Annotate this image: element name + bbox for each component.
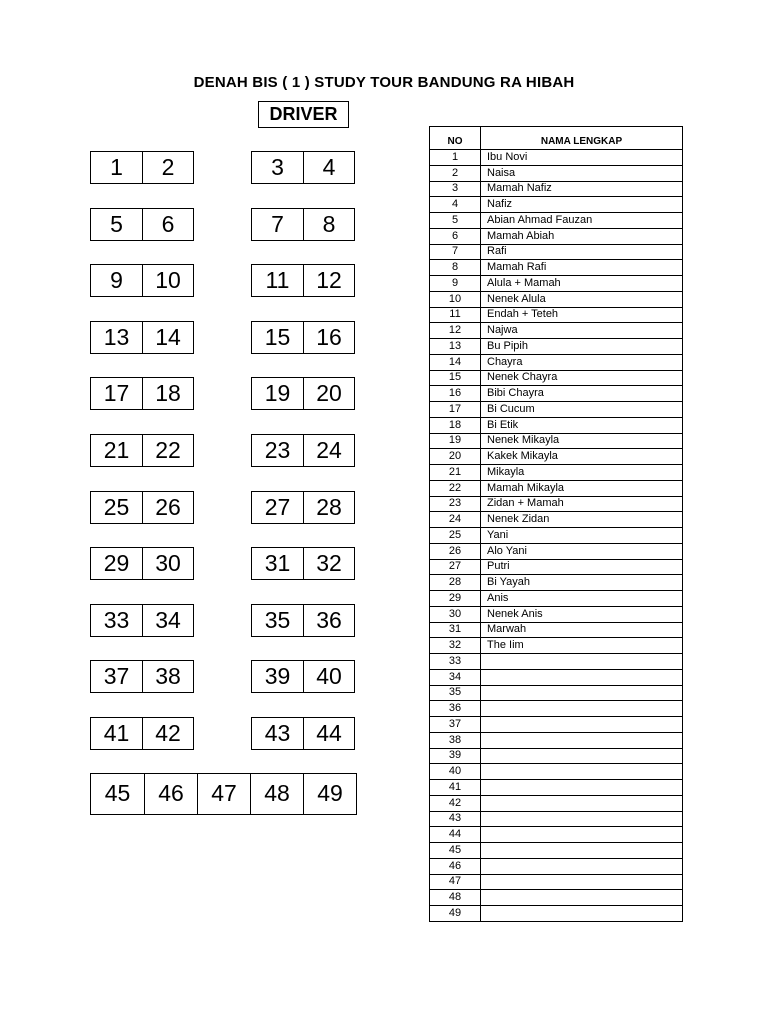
passenger-name: Mamah Abiah — [481, 228, 683, 244]
row-number: 21 — [430, 465, 481, 481]
row-number: 9 — [430, 276, 481, 292]
seat-pair-left — [90, 321, 194, 354]
row-number: 32 — [430, 638, 481, 654]
passenger-name: Nafiz — [481, 197, 683, 213]
passenger-name: Bi Yayah — [481, 575, 683, 591]
table-row — [430, 685, 683, 701]
passenger-name: Nenek Mikayla — [481, 433, 683, 449]
row-number: 39 — [430, 748, 481, 764]
passenger-name — [481, 748, 683, 764]
row-number: 49 — [430, 906, 481, 922]
passenger-name — [481, 717, 683, 733]
row-number: 48 — [430, 890, 481, 906]
row-number: 40 — [430, 764, 481, 780]
seat-number: 31 — [264, 550, 291, 576]
seat-pair-right — [251, 547, 355, 580]
table-row — [430, 465, 683, 481]
table-row — [430, 276, 683, 292]
row-number: 22 — [430, 480, 481, 496]
row-number: 38 — [430, 732, 481, 748]
seat-number: 10 — [142, 265, 193, 296]
seat-number: 18 — [142, 378, 193, 409]
back-row-seats — [90, 773, 357, 815]
table-row — [430, 244, 683, 260]
seat-pair-right — [251, 717, 355, 750]
seat-number: 45 — [104, 780, 131, 806]
passenger-name — [481, 874, 683, 890]
passenger-name — [481, 780, 683, 796]
row-number: 14 — [430, 354, 481, 370]
seat-number: 32 — [303, 548, 354, 579]
table-row — [430, 606, 683, 622]
table-row — [430, 795, 683, 811]
seat-number: 2 — [142, 152, 193, 183]
passenger-name — [481, 811, 683, 827]
table-row — [430, 386, 683, 402]
seat-number: 36 — [303, 605, 354, 636]
row-number: 20 — [430, 449, 481, 465]
row-number: 27 — [430, 559, 481, 575]
row-number: 19 — [430, 433, 481, 449]
seat-number: 23 — [264, 437, 291, 463]
passenger-name — [481, 654, 683, 670]
passenger-name: Kakek Mikayla — [481, 449, 683, 465]
table-row — [430, 449, 683, 465]
table-row — [430, 748, 683, 764]
seat-number: 49 — [303, 774, 356, 814]
passenger-table — [429, 126, 683, 922]
seat-number: 35 — [264, 607, 291, 633]
passenger-name: Bi Cucum — [481, 402, 683, 418]
seat-number: 15 — [264, 324, 291, 350]
seat-pair-right — [251, 264, 355, 297]
passenger-name: Alo Yani — [481, 543, 683, 559]
row-number: 36 — [430, 701, 481, 717]
seat-number: 28 — [303, 492, 354, 523]
seat-pair-right — [251, 321, 355, 354]
row-number: 28 — [430, 575, 481, 591]
row-number: 17 — [430, 402, 481, 418]
passenger-name — [481, 764, 683, 780]
row-number: 4 — [430, 197, 481, 213]
seat-pair-left — [90, 547, 194, 580]
row-number: 45 — [430, 843, 481, 859]
seat-number: 26 — [142, 492, 193, 523]
passenger-name: Mamah Mikayla — [481, 480, 683, 496]
seat-number: 20 — [303, 378, 354, 409]
row-number: 24 — [430, 512, 481, 528]
table-row — [430, 906, 683, 922]
seat-number: 22 — [142, 435, 193, 466]
table-row — [430, 654, 683, 670]
row-number: 11 — [430, 307, 481, 323]
seat-number: 8 — [303, 209, 354, 240]
passenger-name: Putri — [481, 559, 683, 575]
seat-pair-left — [90, 208, 194, 241]
table-row — [430, 559, 683, 575]
table-row — [430, 260, 683, 276]
seat-pair-right — [251, 151, 355, 184]
seat-number: 14 — [142, 322, 193, 353]
row-number: 16 — [430, 386, 481, 402]
seat-number: 7 — [271, 211, 284, 237]
passenger-name: Ibu Novi — [481, 150, 683, 166]
row-number: 46 — [430, 858, 481, 874]
seat-pair-left — [90, 660, 194, 693]
passenger-name: Najwa — [481, 323, 683, 339]
table-row — [430, 543, 683, 559]
passenger-name: Mamah Rafi — [481, 260, 683, 276]
row-number: 35 — [430, 685, 481, 701]
passenger-name: Marwah — [481, 622, 683, 638]
seat-pair-left — [90, 264, 194, 297]
seat-number: 33 — [103, 607, 130, 633]
passenger-name: Abian Ahmad Fauzan — [481, 213, 683, 229]
table-header-row — [430, 127, 683, 150]
seat-pair-right — [251, 604, 355, 637]
table-row — [430, 370, 683, 386]
seat-number: 40 — [303, 661, 354, 692]
row-number: 47 — [430, 874, 481, 890]
row-number: 37 — [430, 717, 481, 733]
passenger-name — [481, 858, 683, 874]
seat-number: 48 — [250, 774, 303, 814]
table-row — [430, 480, 683, 496]
seat-number: 4 — [303, 152, 354, 183]
passenger-name: The Iim — [481, 638, 683, 654]
seat-number: 24 — [303, 435, 354, 466]
row-number: 33 — [430, 654, 481, 670]
table-row — [430, 402, 683, 418]
seat-pair-left — [90, 377, 194, 410]
row-number: 23 — [430, 496, 481, 512]
seat-number: 42 — [142, 718, 193, 749]
table-row — [430, 638, 683, 654]
table-row — [430, 307, 683, 323]
row-number: 43 — [430, 811, 481, 827]
row-number: 1 — [430, 150, 481, 166]
table-row — [430, 150, 683, 166]
passenger-name: Nenek Anis — [481, 606, 683, 622]
driver-label: DRIVER — [258, 101, 349, 128]
table-row — [430, 165, 683, 181]
table-row — [430, 717, 683, 733]
row-number: 7 — [430, 244, 481, 260]
passenger-name — [481, 890, 683, 906]
passenger-name: Bu Pipih — [481, 339, 683, 355]
table-row — [430, 528, 683, 544]
row-number: 30 — [430, 606, 481, 622]
row-number: 29 — [430, 591, 481, 607]
row-number: 5 — [430, 213, 481, 229]
seat-number: 38 — [142, 661, 193, 692]
table-row — [430, 843, 683, 859]
table-row — [430, 354, 683, 370]
seat-number: 30 — [142, 548, 193, 579]
row-number: 25 — [430, 528, 481, 544]
row-number: 42 — [430, 795, 481, 811]
passenger-name: Chayra — [481, 354, 683, 370]
passenger-name — [481, 795, 683, 811]
seat-pair-left — [90, 434, 194, 467]
passenger-name: Yani — [481, 528, 683, 544]
seat-number: 6 — [142, 209, 193, 240]
seat-number: 9 — [110, 267, 123, 293]
table-row — [430, 701, 683, 717]
table-row — [430, 764, 683, 780]
seat-number: 44 — [303, 718, 354, 749]
table-row — [430, 323, 683, 339]
seat-pair-right — [251, 377, 355, 410]
table-row — [430, 197, 683, 213]
seat-number: 17 — [103, 380, 130, 406]
seat-number: 13 — [103, 324, 130, 350]
table-row — [430, 433, 683, 449]
row-number: 15 — [430, 370, 481, 386]
passenger-name: Bibi Chayra — [481, 386, 683, 402]
row-number: 12 — [430, 323, 481, 339]
table-row — [430, 512, 683, 528]
seat-pair-left — [90, 491, 194, 524]
row-number: 6 — [430, 228, 481, 244]
seat-pair-left — [90, 151, 194, 184]
seat-number: 41 — [103, 720, 130, 746]
table-row — [430, 669, 683, 685]
table-row — [430, 858, 683, 874]
table-row — [430, 827, 683, 843]
row-number: 34 — [430, 669, 481, 685]
table-row — [430, 780, 683, 796]
passenger-name — [481, 732, 683, 748]
seat-number: 34 — [142, 605, 193, 636]
seat-number: 1 — [110, 154, 123, 180]
header-no: NO — [430, 127, 481, 150]
table-row — [430, 213, 683, 229]
seat-number: 47 — [197, 774, 250, 814]
passenger-name: Bi Etik — [481, 417, 683, 433]
table-row — [430, 622, 683, 638]
row-number: 18 — [430, 417, 481, 433]
seat-pair-right — [251, 434, 355, 467]
passenger-name: Nenek Zidan — [481, 512, 683, 528]
row-number: 3 — [430, 181, 481, 197]
passenger-name — [481, 685, 683, 701]
passenger-name — [481, 906, 683, 922]
passenger-name — [481, 701, 683, 717]
passenger-name: Mamah Nafiz — [481, 181, 683, 197]
passenger-name — [481, 827, 683, 843]
row-number: 2 — [430, 165, 481, 181]
passenger-name: Nenek Alula — [481, 291, 683, 307]
seat-number: 12 — [303, 265, 354, 296]
table-row — [430, 811, 683, 827]
seat-number: 3 — [271, 154, 284, 180]
seat-number: 46 — [144, 774, 197, 814]
passenger-name: Mikayla — [481, 465, 683, 481]
seat-number: 39 — [264, 663, 291, 689]
seat-number: 5 — [110, 211, 123, 237]
seat-pair-left — [90, 604, 194, 637]
seat-number: 29 — [103, 550, 130, 576]
row-number: 44 — [430, 827, 481, 843]
table-row — [430, 291, 683, 307]
passenger-name: Nenek Chayra — [481, 370, 683, 386]
passenger-name: Endah + Teteh — [481, 307, 683, 323]
passenger-name: Alula + Mamah — [481, 276, 683, 292]
seat-number: 27 — [264, 494, 291, 520]
seat-pair-right — [251, 660, 355, 693]
table-row — [430, 890, 683, 906]
passenger-name: Naisa — [481, 165, 683, 181]
passenger-name — [481, 843, 683, 859]
seat-number: 37 — [103, 663, 130, 689]
table-row — [430, 417, 683, 433]
passenger-name: Rafi — [481, 244, 683, 260]
seat-number: 43 — [264, 720, 291, 746]
row-number: 31 — [430, 622, 481, 638]
seat-number: 19 — [264, 380, 291, 406]
table-row — [430, 732, 683, 748]
row-number: 10 — [430, 291, 481, 307]
seat-number: 21 — [103, 437, 130, 463]
table-row — [430, 228, 683, 244]
passenger-name — [481, 669, 683, 685]
table-row — [430, 575, 683, 591]
table-row — [430, 496, 683, 512]
seat-pair-right — [251, 491, 355, 524]
header-full-name: NAMA LENGKAP — [481, 127, 683, 150]
row-number: 13 — [430, 339, 481, 355]
table-row — [430, 181, 683, 197]
table-row — [430, 339, 683, 355]
page-title: DENAH BIS ( 1 ) STUDY TOUR BANDUNG RA HIBAH — [193, 74, 575, 91]
table-row — [430, 591, 683, 607]
passenger-name: Zidan + Mamah — [481, 496, 683, 512]
row-number: 26 — [430, 543, 481, 559]
row-number: 41 — [430, 780, 481, 796]
table-row — [430, 874, 683, 890]
passenger-name: Anis — [481, 591, 683, 607]
row-number: 8 — [430, 260, 481, 276]
seat-number: 11 — [265, 267, 290, 293]
seat-number: 16 — [303, 322, 354, 353]
seat-pair-left — [90, 717, 194, 750]
seat-pair-right — [251, 208, 355, 241]
seat-number: 25 — [103, 494, 130, 520]
